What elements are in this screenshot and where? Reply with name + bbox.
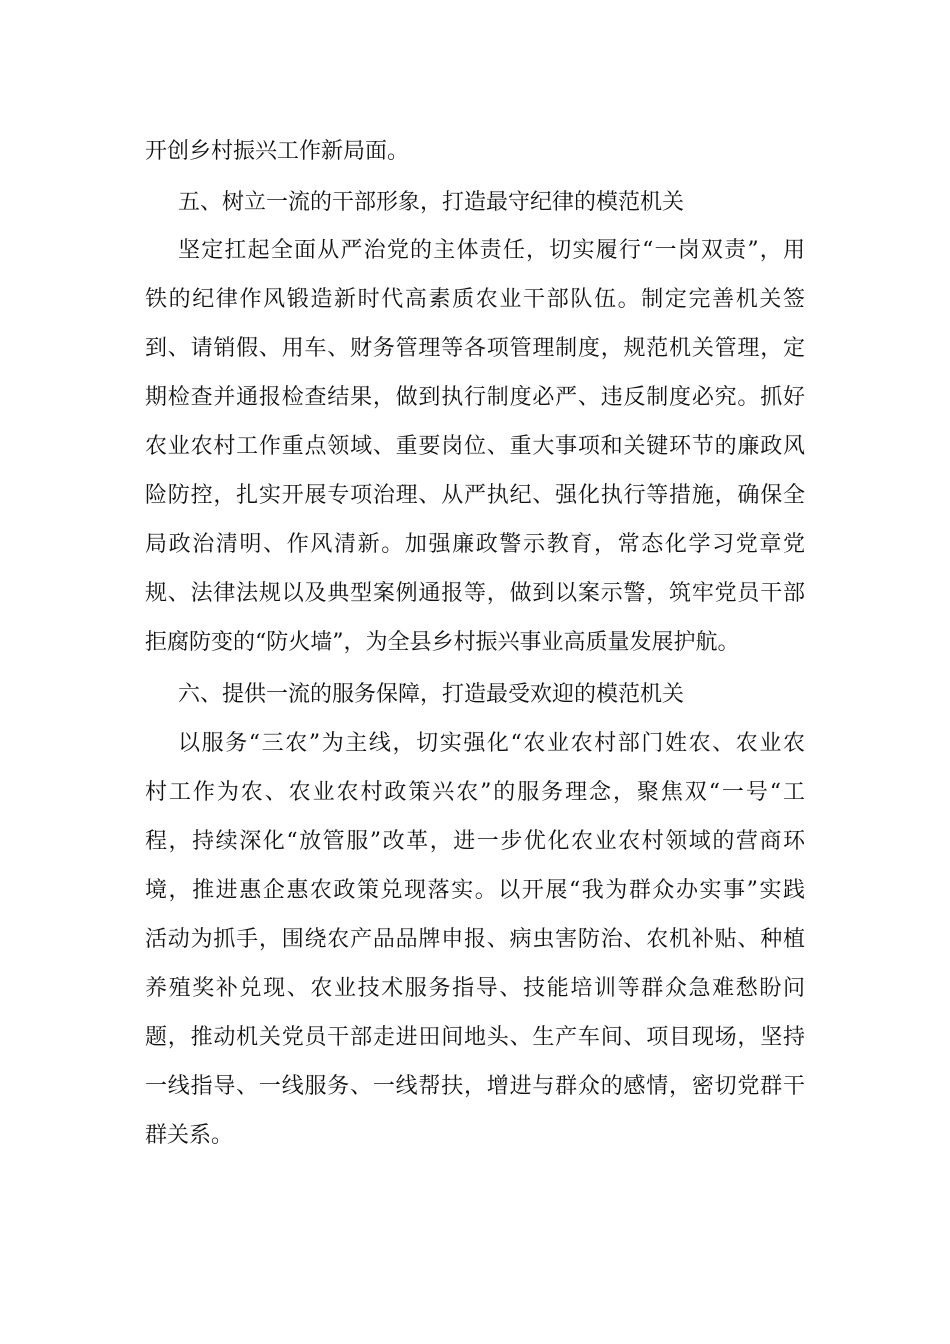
text-line: 题，推动机关党员干部走进田间地头、生产车间、项目现场，坚持 [145, 1025, 805, 1050]
text-line: 险防控，扎实开展专项治理、从严执纪、强化执行等措施，确保全 [145, 483, 805, 508]
text-line: 村工作为农、农业农村政策兴农”的服务理念，聚焦双“一号“工 [145, 780, 805, 805]
text-line: 到、请销假、用车、财务管理等各项管理制度，规范机关管理，定 [145, 336, 805, 361]
text-line: 境，推进惠企惠农政策兑现落实。以开展“我为群众办实事”实践 [145, 878, 805, 903]
text-line: 局政治清明、作风清新。加强廉政警示教育，常态化学习党章党 [145, 532, 805, 557]
section-heading-5: 五、树立一流的干部形象，打造最守纪律的模范机关 [178, 190, 685, 215]
text-line: 群关系。 [145, 1123, 234, 1148]
text-line: 铁的纪律作风锻造新时代高素质农业干部队伍。制定完善机关签 [145, 287, 805, 312]
text-line: 以服务“三农”为主线，切实强化“农业农村部门姓农、农业农 [178, 731, 805, 756]
text-line: 一线指导、一线服务、一线帮扶，增进与群众的感情，密切党群干 [145, 1074, 805, 1099]
text-line: 拒腐防变的“防火墙”，为全县乡村振兴事业高质量发展护航。 [145, 630, 740, 655]
text-line: 期检查并通报检查结果，做到执行制度必严、违反制度必究。抓好 [145, 385, 805, 410]
text-line: 活动为抓手，围绕农产品品牌申报、病虫害防治、农机补贴、种植 [145, 927, 805, 952]
text-line: 坚定扛起全面从严治党的主体责任，切实履行“一岗双责”，用 [178, 238, 805, 263]
text-line: 养殖奖补兑现、农业技术服务指导、技能培训等群众急难愁盼问 [145, 976, 805, 1001]
text-line: 程，持续深化“放管服”改革，进一步优化农业农村领域的营商环 [145, 829, 805, 854]
section-heading-6: 六、提供一流的服务保障，打造最受欢迎的模范机关 [178, 682, 685, 707]
text-line: 规、法律法规以及典型案例通报等，做到以案示警，筑牢党员干部 [145, 581, 805, 606]
text-line: 农业农村工作重点领域、重要岗位、重大事项和关键环节的廉政风 [145, 434, 805, 459]
text-line: 开创乡村振兴工作新局面。 [145, 139, 410, 164]
